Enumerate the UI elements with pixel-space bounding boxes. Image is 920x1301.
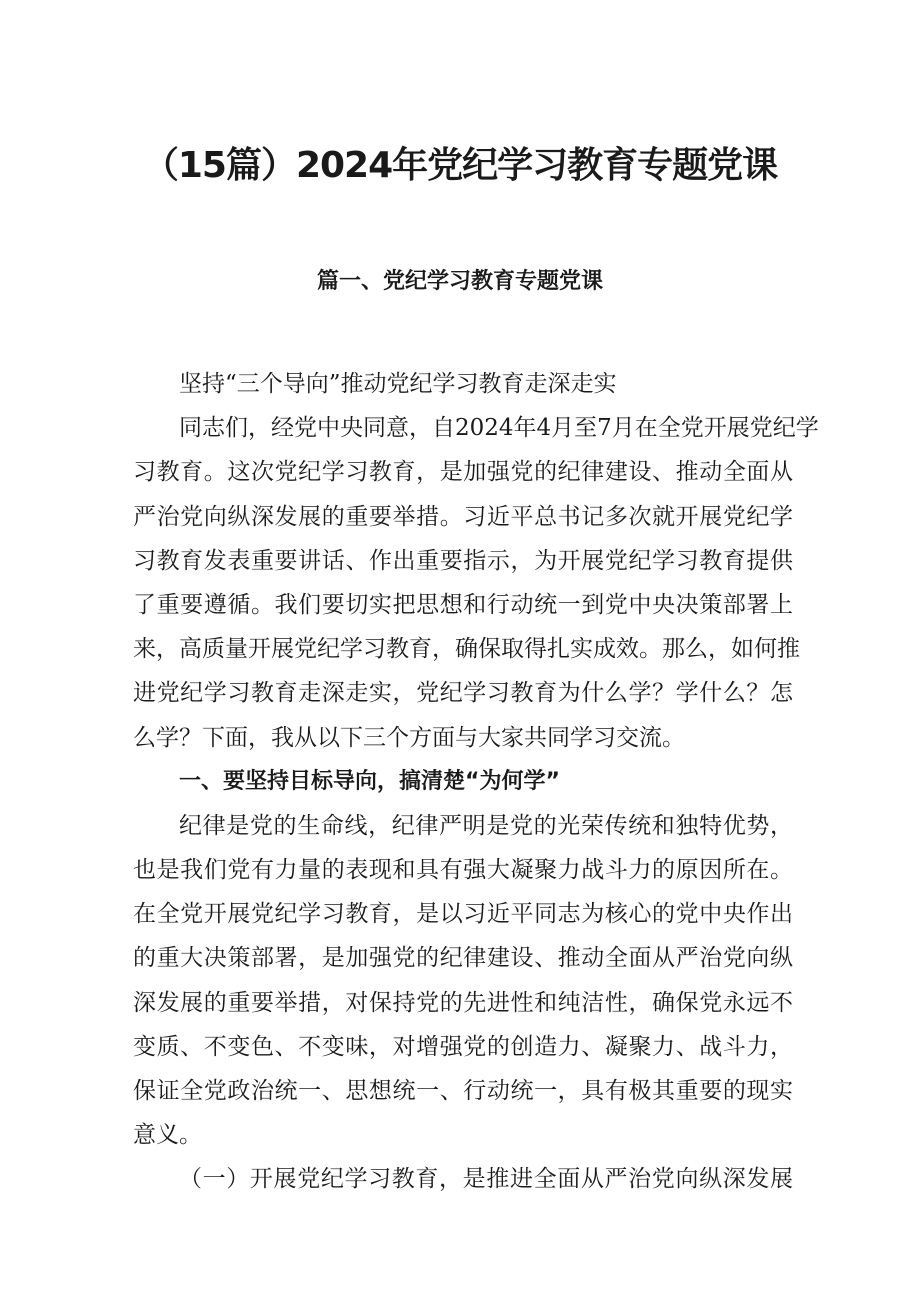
body-text	[133, 362, 819, 1202]
paragraph-line: 深发展的重要举措，对保持党的先进性和纯洁性，确保党永远不	[133, 989, 793, 1016]
paragraph-line: 坚持“三个导向”推动党纪学习教育走深走实	[179, 371, 617, 397]
paragraph-line: 的重大决策部署，是加强党的纪律建设、推动全面从严治党向纵	[133, 945, 793, 972]
paragraph-line: 保证全党政治统一、思想统一、行动统一，具有极其重要的现实	[133, 1078, 793, 1104]
paragraph-line: 严治党向纵深发展的重要举措。习近平总书记多次就开展党纪学	[133, 503, 793, 530]
paragraph-line: 变质、不变色、不变味，对增强党的创造力、凝聚力、战斗力，	[133, 1033, 793, 1060]
document-title: （15篇）2024年党纪学习教育专题党课	[142, 145, 778, 186]
paragraph-line: 同志们，经党中央同意，自2024年4月至7月在全党开展党纪学	[179, 415, 819, 442]
section-subtitle: 篇一、党纪学习教育专题党课	[316, 269, 603, 294]
paragraph-line: （一）开展党纪学习教育，是推进全面从严治党向纵深发展	[179, 1166, 793, 1193]
paragraph-line: 也是我们党有力量的表现和具有强大凝聚力战斗力的原因所在。	[133, 857, 793, 884]
paragraph-line: 习教育发表重要讲话、作出重要指示，为开展党纪学习教育提供	[133, 547, 793, 574]
paragraph-line: 来，高质量开展党纪学习教育，确保取得扎实成效。那么，如何推	[133, 636, 800, 663]
section-heading: 一、要坚持目标导向，搞清楚“为何学”	[179, 768, 560, 794]
paragraph-line: 纪律是党的生命线，纪律严明是党的光荣传统和独特优势，	[179, 812, 793, 839]
paragraph-line: 进党纪学习教育走深走实，党纪学习教育为什么学？学什么？怎	[133, 680, 793, 707]
paragraph-line: 了重要遵循。我们要切实把思想和行动统一到党中央决策部署上	[133, 591, 793, 618]
paragraph-line: 习教育。这次党纪学习教育，是加强党的纪律建设、推动全面从	[133, 459, 793, 486]
paragraph-line: 么学？下面，我从以下三个方面与大家共同学习交流。	[133, 724, 685, 751]
paragraph-line: 意义。	[133, 1122, 202, 1149]
paragraph-line: 在全党开展党纪学习教育，是以习近平同志为核心的党中央作出	[133, 901, 793, 928]
